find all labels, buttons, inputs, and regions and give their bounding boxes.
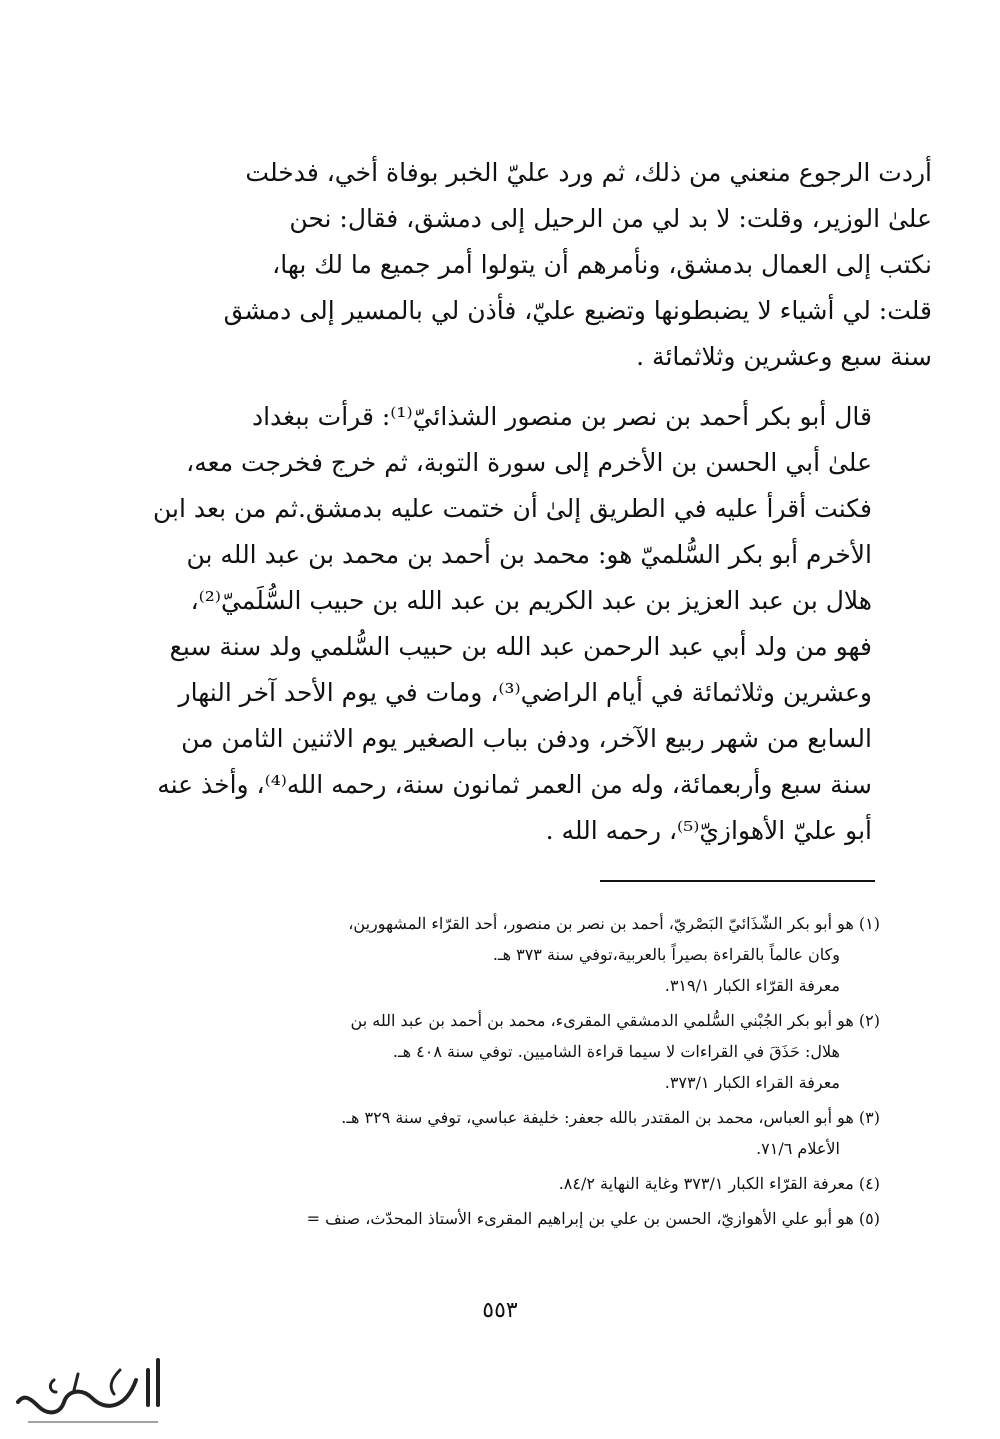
footnote-line: الأعلام ٧١/٦.: [756, 1139, 840, 1158]
footnote-line: (٣) هو أبو العباس، محمد بن المقتدر بالله جعفر: خليفة عباسي، توفي سنة ٣٢٩ هـ.: [341, 1108, 880, 1127]
footnotes: [120, 908, 880, 1238]
text-line: وعشرين وثلاثمائة في أيام الراضي⁽³⁾، ومات في يوم الأحد آخر النهار: [178, 678, 872, 707]
footnote-5: [120, 1203, 880, 1234]
text-line: الأخرم أبو بكر السُّلميّ هو: محمد بن أحمد بن محمد بن عبد الله بن: [186, 540, 872, 569]
footnote-line: هلال: حَذَقَ في القراءات لا سيما قراءة الشاميين. توفي سنة ٤٠٨ هـ.: [392, 1042, 840, 1061]
logo-svg: [8, 1350, 168, 1435]
footnote-4: [120, 1168, 880, 1199]
text-line: نكتب إلى العمال بدمشق، ونأمرهم أن يتولوا أمر جميع ما لك بها،: [272, 250, 932, 279]
footnote-line: (٤) معرفة القرّاء الكبار ٣٧٣/١ وغاية النهاية ٨٤/٢.: [558, 1174, 880, 1193]
text-line: أردت الرجوع منعني من ذلك، ثم ورد عليّ الخبر بوفاة أخي، فدخلت: [245, 158, 932, 187]
footnote-2: [120, 1005, 880, 1098]
text-line: هلال بن عبد العزيز بن عبد الكريم بن عبد الله بن حبيب السُّلَميّ⁽²⁾،: [190, 586, 872, 615]
footnote-divider: [600, 880, 875, 882]
footnote-3: [120, 1102, 880, 1164]
footnote-line: معرفة القرّاء الكبار ٣١٩/١.: [664, 976, 840, 995]
paragraph: [153, 394, 932, 854]
footnote-line: (٥) هو أبو علي الأهوازيّ، الحسن بن علي بن إبراهيم المقرىء الأستاذ المحدّث، صنف =: [306, 1209, 880, 1228]
calligraphic-logo-icon: [8, 1350, 168, 1435]
text-line: أبو عليّ الأهوازيّ⁽⁵⁾، رحمه الله .: [545, 816, 872, 845]
footnote-line: وكان عالماً بالقراءة بصيراً بالعربية،توفي سنة ٣٧٣ هـ.: [492, 945, 840, 964]
text-line: السابع من شهر ربيع الآخر، ودفن بباب الصغير يوم الاثنين الثامن من: [181, 724, 872, 753]
footnote-line: (١) هو أبو بكر الشّذَائيّ البَصْريّ، أحمد بن نصر بن منصور، أحد القرّاء المشهورين،: [348, 914, 880, 933]
footnote-1: [120, 908, 880, 1001]
text-line: سنة سبع وعشرين وثلاثمائة .: [636, 342, 932, 371]
text-line: فهو من ولد أبي عبد الرحمن عبد الله بن حبيب السُّلمي ولد سنة سبع: [169, 632, 872, 661]
paragraph: [172, 150, 932, 380]
page-number: ٥٥٣: [482, 1298, 518, 1323]
text-line: قلت: لي أشياء لا يضبطونها وتضيع عليّ، فأذن لي بالمسير إلى دمشق: [223, 296, 932, 325]
text-line: علىٰ أبي الحسن بن الأخرم إلى سورة التوبة، ثم خرج فخرجت معه،: [186, 448, 872, 477]
text-line: قال أبو بكر أحمد بن نصر بن منصور الشذائيّ⁽¹⁾: قرأت ببغداد: [251, 402, 872, 431]
text-line: سنة سبع وأربعمائة، وله من العمر ثمانون سنة، رحمه الله⁽⁴⁾، وأخذ عنه: [157, 770, 872, 799]
footnote-line: (٢) هو أبو بكر الجُبْني السُّلمي الدمشقي المقرىء، محمد بن أحمد بن عبد الله بن: [350, 1011, 880, 1030]
text-line: فكنت أقرأ عليه في الطريق إلىٰ أن ختمت عليه بدمشق.ثم من بعد ابن: [153, 494, 872, 523]
text-line: علىٰ الوزير، وقلت: لا بد لي من الرحيل إلى دمشق، فقال: نحن: [289, 204, 932, 233]
footnote-line: معرفة القراء الكبار ٣٧٣/١.: [664, 1073, 840, 1092]
main-text: [153, 150, 932, 854]
